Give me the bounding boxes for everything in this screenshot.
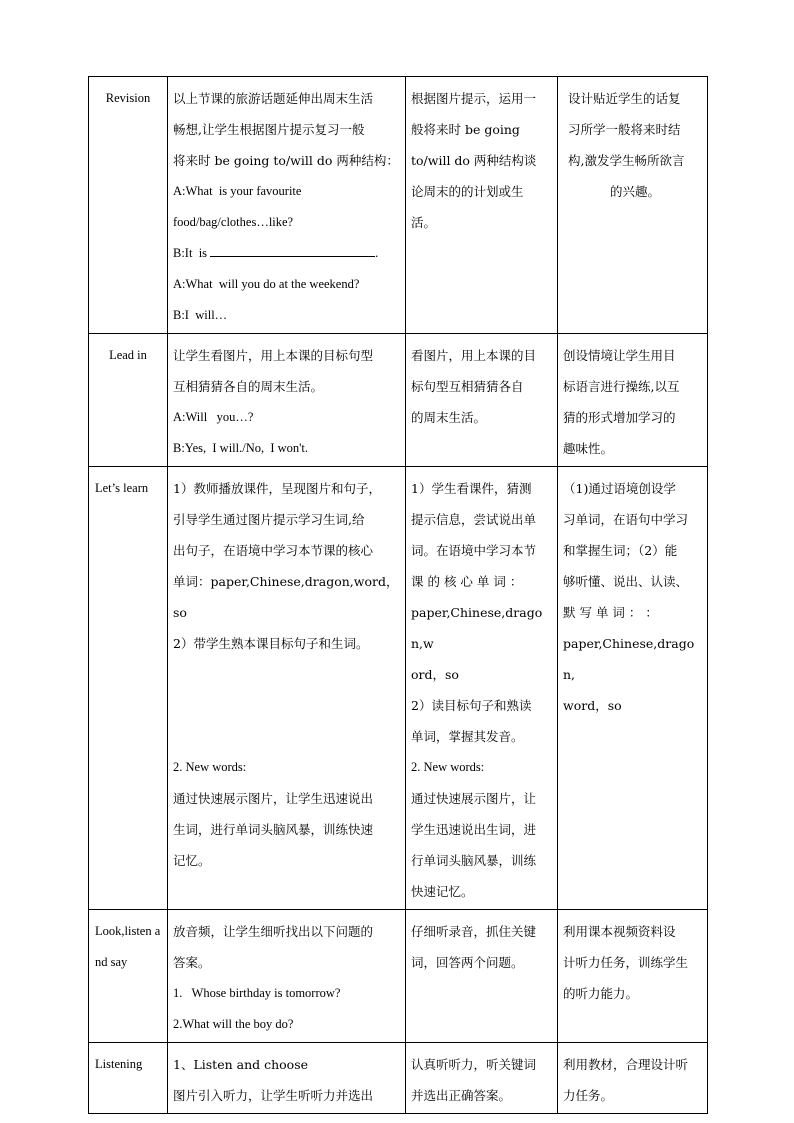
student-activity-cell: 看图片，用上本课的目 标句型互相猜猜各自 的周末生活。 — [406, 334, 558, 467]
teacher-activity-cell: 1、Listen and choose 图片引入听力，让学生听听力并选出 — [168, 1043, 406, 1114]
lesson-plan-table — [88, 76, 708, 1114]
teacher-activity-cell: 以上节课的旅游话题延伸出周末生活 畅想,让学生根据图片提示复习一般 将来时 be going to/will do 两种结构： A:What is your favourite food/bag/clothes…like? B:It is . A:What will you do at the weekend? B:I will… — [168, 77, 406, 334]
table-row — [89, 77, 708, 334]
table-row — [89, 467, 708, 910]
answer-blank — [210, 242, 375, 257]
student-activity-cell: 1）学生看课件，猜测 提示信息，尝试说出单 词。在语境中学习本节 课 的 核 心 单 词 ： paper,Chinese,dragon,w ord，so 2）读目标句子和熟读 单词，掌握其发音。 2. New words: 通过快速展示图片，让 学生迅速说出生词，进 行单词头脑风暴，训练 快速记忆。 — [406, 467, 558, 910]
design-intent-cell: 创设情境让学生用目 标语言进行操练,以互 猜的形式增加学习的 趣味性。 — [558, 334, 708, 467]
teacher-activity-cell: 让学生看图片，用上本课的目标句型 互相猜猜各自的周末生活。 A:Will you…? B:Yes, I will./No, I won't. — [168, 334, 406, 467]
stage-label: Lead in — [89, 334, 168, 467]
table-row — [89, 1043, 708, 1114]
student-activity-cell: 认真听听力，听关键词 并选出正确答案。 — [406, 1043, 558, 1114]
stage-label: Revision — [89, 77, 168, 334]
stage-label: Look,listen and say — [89, 910, 168, 1043]
teacher-activity-cell: 放音频，让学生细听找出以下问题的 答案。 1. Whose birthday is tomorrow? 2.What will the boy do? — [168, 910, 406, 1043]
design-intent-cell: 利用课本视频资料设 计听力任务，训练学生 的听力能力。 — [558, 910, 708, 1043]
student-activity-cell: 根据图片提示，运用一 般将来时 be going to/will do 两种结构谈 论周末的的计划或生 活。 — [406, 77, 558, 334]
design-intent-cell: 利用教材，合理设计听 力任务。 — [558, 1043, 708, 1114]
student-activity-cell: 仔细听录音，抓住关键 词，回答两个问题。 — [406, 910, 558, 1043]
table-row — [89, 334, 708, 467]
teacher-activity-cell: 1）教师播放课件，呈现图片和句子， 引导学生通过图片提示学习生词,给 出句子，在语境中学习本节课的核心 单词：paper,Chinese,dragon,word，so 2）带学生熟本课目标句子和生词。 2. New words: 通过快速展示图片，让学生迅速说出 生词，进行单词头脑风暴，训练快速 记忆。 — [168, 467, 406, 910]
design-intent-cell: （1)通过语境创设学 习单词，在语句中学习 和掌握生词；（2）能 够听懂、说出、认读、 默 写 单 词 ： ： paper,Chinese,dragon, word，so — [558, 467, 708, 910]
design-intent-cell: 设计贴近学生的话复 习所学一般将来时结 构,激发学生畅所欲言 的兴趣。 — [558, 77, 708, 334]
stage-label: Let’s learn — [89, 467, 168, 910]
table-row — [89, 910, 708, 1043]
stage-label: Listening — [89, 1043, 168, 1114]
